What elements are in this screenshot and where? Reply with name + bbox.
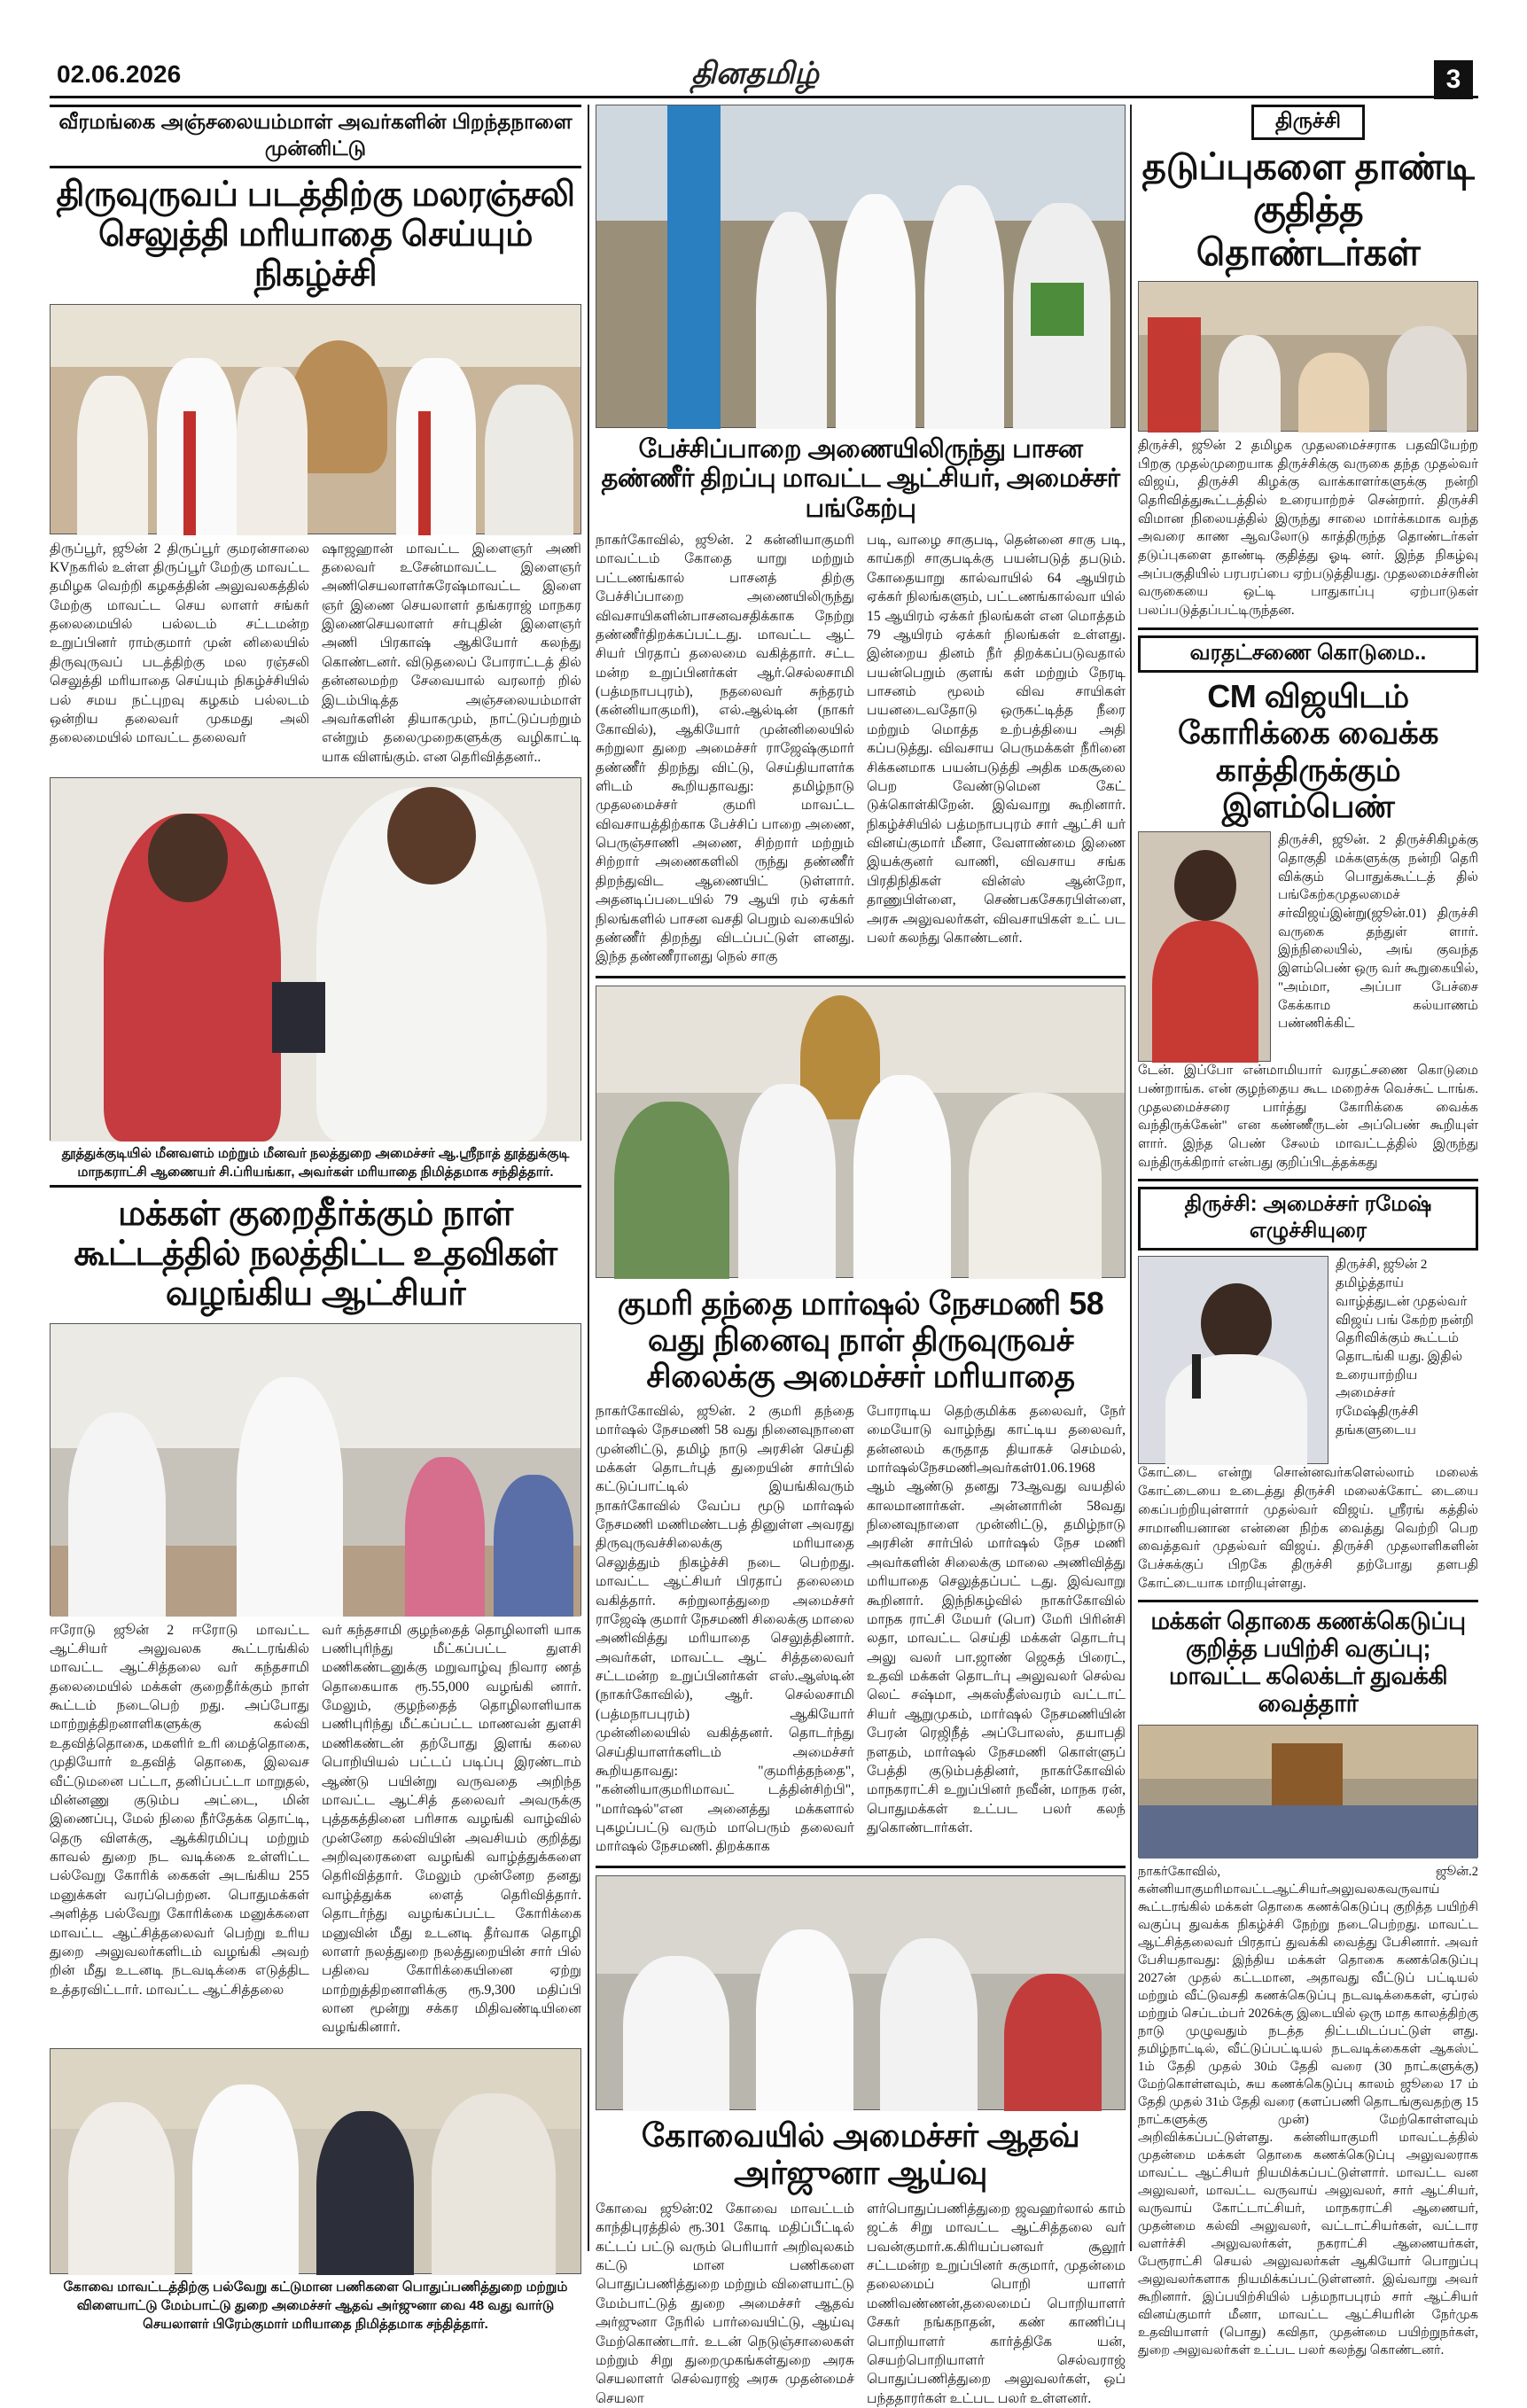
article-photo: [1138, 1256, 1328, 1464]
column-middle: [596, 105, 1126, 2406]
article-body: திருப்பூர், ஜூன் 2 திருப்பூர் குமரன்சாலை KVநகரில் உள்ள திருப்பூர் மேற்கு மாவட்ட தமிழக வெற்றி கழகத்தின் அலுவலகத்தில் மேற்கு மாவட்ட செய லாளர் சங்கர் தலைமையில் பல்லடம் சட்டமன்ற உறுப்பினர் ராம்குமார் முன் னிலையில் திருவுருவப் படத்திற்கு மல ரஞ்சலி செலுத்தி மரியாதை செய்யும் நிகழ்ச்சியில் பல் சமய நட்புறவு கழகம் பல்லடம் ஒன்றிய தலைவர் முகமது அலி தலைமையில் மாவட்ட தலைவர்: [50, 541, 309, 746]
article-body: திருச்சி, ஜூன் 2 தமிழக முதலமைச்சராக பதவியேற்ற பிறகு முதல்முறையாக திருச்சிக்கு வருகை தந்த முதல்வர் விஜய், திருச்சி கிழக்கு வாக்காளர்களுக்கு நன்றி தெரிவித்துகூட்டத்தில் உரையாற்றச் சென்றார். திருச்சி விமான நிலையத்தில் இருந்து சாலை மார்க்கமாக வந்த அவரை காண ஆவலோடு காத்திருந்த தொண்டர்கள் தடுப்புகளை தாண்டி குதித்து ஓடி னர். இந்த நிகழ்வு அப்பகுதியில் பரபரப்பை ஏற்படுத்தியது. முதலமைச்சரின் வருகையை ஒட்டி பாதுகாப்பு ஏற்பாடுகள் பலப்படுத்தப்பட்டிருந்தன.: [1138, 438, 1478, 619]
article-photo: [596, 1875, 1126, 2110]
article-headline: குமரி தந்தை மார்ஷல் நேசமணி 58 வது நினைவு நாள் திருவுருவச் சிலைக்கு அமைச்சர் மரியாதை: [617, 1284, 1104, 1395]
article-kicker: திருச்சி: [1251, 105, 1365, 140]
article-pechiparai-dam: [596, 105, 1126, 967]
article-photo: [596, 986, 1126, 1278]
article-photo: [1138, 281, 1478, 432]
article-body: திருச்சி, ஜூன். 2 திருச்சிகிழக்கு தொகுதி மக்களுக்கு நன்றி தெரி விக்கும் பொதுக்கூட்டத் தில் பங்கேற்கமுதலமைச் சர்விஜய்இன்று(ஜூன்.01) திருச்சி வருகை தந்துள் ளார். இந்நிலையில், அங் குவந்த இளம்பெண் ஒரு வர் கூறுகையில், "அம்மா, அப்பா பேச்சை கேக்காம கல்யாணம் பண்ணிக்கிட்: [1278, 833, 1478, 1032]
article-photo: [50, 1323, 581, 1616]
masthead: [0, 0, 1527, 97]
article-body: கோட்டை என்று சொன்னவர்களெல்லாம் மலைக் கோட்டையை உடைத்து திருச்சி மலைக்கோட் டையை கைப்பற்றியுள்ளார் முதல்வர் விஜய். ஸ்ரீரங் கத்தில் சாமானியனான என்னை நிற்க வைத்து வெற்றி பெற வைத்தவர் முதல்வர் விஜய். திருச்சி முதலாளிகளின் பேச்சுக்குப் பிறகே திருச்சி தற்போது தளபதி கோட்டையாக மாறியுள்ளது.: [1138, 1466, 1478, 1591]
article-photo: [1138, 1725, 1478, 1858]
photo-caption: கோவை மாவட்டத்திற்கு பல்வேறு கட்டுமான பணிகளை பொதுப்பணித்துறை மற்றும் விளையாட்டு மேம்பாட்டு துறை அமைச்சர் ஆதவ் அர்ஜுனா வை 48 வது வார்டு செயலாளர் பிரேம்குமார் மரியாதை நிமித்தமாக சந்தித்தார்.: [63, 2279, 568, 2332]
article-body: கோவை ஜூன்:02 கோவை மாவட்டம் காந்திபுரத்தில் ரூ.301 கோடி மதிப்பீட்டில் கட்டப் பட்டு வரும் பெரியார் அறிவுலகம் கட்டு மான பணிகளை பொதுப்பணித்துறை மற்றும் விளையாட்டு மேம்பாட்டுத் துறை அமைச்சர் ஆதவ் அர்ஜுனா நேரில் பார்வையிட்டு, ஆய்வு மேற்கொண்டார். உடன் நெடுஞ்சாலைகள் மற்றும் சிறு துறைமுகங்கள்துறை அரசு செயலாளர் செல்வராஜ் அரசு முதன்மைச் செயலா: [596, 2201, 854, 2406]
column-right: [1138, 105, 1478, 2358]
article-photo: [1138, 831, 1271, 1062]
article-body: வர் கந்தசாமி குழந்தைத் தொழிலாளி யாக பணிபுரிந்து மீட்கப்பட்ட துளசி மணிகண்டனுக்கு மறுவாழ்வு நிவார ணத் தொகையாக ரூ.55,000 வழங்கி னார். மேலும், குழந்தைத் தொழிலாளியாக பணிபுரிந்து மீட்கப்பட்ட மாணவன் துளசி மணிகண்டன் தற்போது இளங் கலை பொறியியல் பட்டப் படிப்பு இரண்டாம் ஆண்டு பயின்று வருவதை அறிந்த மாவட்ட ஆட்சித் தலைவர் அவருக்கு புத்தகத்தினை பரிசாக வழங்கி வாழ்வில் முன்னேற கல்வியின் அவசியம் குறித்து அறிவுரைகளை வழங்கி வாழ்த்துக்களை தெரிவித்தார். மேலும் முன்னேற தனது வாழ்த்துக்க ளைத் தெரிவித்தார். தொடர்ந்து வழங்கப்பட்ட கோரிக்கை மனுவின் மீது உடனடி தீர்வாக தொழி லாளர் நலத்துறை நலத்துறையின் சார் பில் பதிவை கோரிக்கையினை ஏற்று மாற்றுத்திறனாளிக்கு ரூ.9,300 மதிப்பி லான மூன்று சக்கர மிதிவண்டியினை வழங்கினார்.: [322, 1622, 581, 2036]
article-census-training: [1138, 1608, 1478, 2359]
article-body: நாகர்கோவில், ஜூன்.2 கன்னியாகுமரிமாவட்டஆட்சியர்அலுவலகவருவாய் கூட்டரங்கில் மக்கள் தொகை கணக்கெடுப்பு குறித்த பயிற்சி வகுப்பு துவக்க நிகழ்ச்சி நேற்று நடைபெற்றது. மாவட்ட ஆட்சித்தலைவர் பிரதாப் துவக்கி வைத்து பேசினார். அவர் பேசியதாவது: இந்திய மக்கள் தொகை கணக்கெடுப்பு 2027ன் முதல் கட்டமான, அதாவது வீட்டுப் பட்டியல் மற்றும் வீட்டுவசதி கணக்கெடுப்பு நடவடிக்கைகள், ஏப்ரல் மற்றும் செப்டம்பர் 2026க்கு இடையில் ஒரு மாத காலத்திற்கு நாடு முழுவதும் நடத்த திட்டமிடப்பட்டுள் ளது. தமிழ்நாட்டில், வீட்டுப்பட்டியல் நடவடிக்கைகள் ஆகஸ்ட் 1ம் தேதி முதல் 30ம் தேதி வரை (30 நாட்களுக்கு) மேற்கொள்ளவும், சுய கணக்கெடுப்பு காலம் ஜூலை 17 ம் தேதி முதல் 31ம் தேதி வரை (களப்பணி தொடங்குவதற்கு 15 நாட்களுக்கு முன்) மேற்கொள்ளவும் அறிவிக்கப்பட்டுள்ளது. கன்னியாகுமரி மாவட்டத்தில் முதன்மை மக்கள் தொகை கணக்கெடுப்பு அலுவலராக மாவட்ட ஆட்சியர் நியமிக்கப்பட்டுள்ளார். மாவட்ட வன அலுவலர், மாவட்ட வருவாய் அலுவலர், சார் ஆட்சியர், வருவாய் கோட்டாட்சியர், மாநகராட்சி ஆணையர், முதன்மை கல்வி அலுவலர், வட்டாட்சியர்கள், வட்டார வளர்ச்சி அலுவலர்கள், நகராட்சி ஆணையர்கள், பேரூராட்சி செயல் அலுவலர்கள் ஆகியோர் பொறுப்பு அலுவலர்களாக நியமிக்கப்பட்டுள்ளனர். இவ்வாறு அவர் கூறினார். இப்பயிற்சியில் பத்மநாபபுரம் சார் ஆட்சியர் வினய்குமார் மீனா, மாவட்ட ஆட்சியரின் நேர்முக உதவியாளர் (பொது) கவிதா, முதன்மை பயிற்றுநர்கள், துறை அலுவலர்கள் உட்பட பலர் கலந்து கொண்டனர்.: [1138, 1865, 1478, 2358]
newspaper-logo: தினதமிழ்: [691, 57, 819, 90]
article-headline: பேச்சிப்பாறை அணையிலிருந்து பாசன தண்ணீர் திறப்பு மாவட்ட ஆட்சியர், அமைச்சர் பங்கேற்பு: [601, 435, 1120, 523]
coimbatore-meeting-photo: [50, 2048, 581, 2274]
article-headline: மக்கள் குறைதீர்க்கும் நாள் கூட்டத்தில் நலத்திட்ட உதவிகள் வழங்கிய ஆட்சியர்: [74, 1195, 557, 1313]
article-body: திருச்சி, ஜூன் 2 தமிழ்த்தாய் வாழ்த்துடன் முதல்வர் விஜய் பங் கேற்ற நன்றி தெரிவிக்கும் கூட்டம் தொடங்கி யது. இதில் உரையாற்றிய அமைச்சர் ரமேஷ்திருச்சி தங்களுடைய: [1336, 1258, 1474, 1438]
article-nesamani-memorial: [596, 986, 1126, 1857]
article-headline: திருவுருவப் படத்திற்கு மலரஞ்சலி செலுத்தி மரியாதை செய்யும் நிகழ்ச்சி: [56, 175, 575, 293]
article-body: நாகர்கோவில், ஜூன். 2 கன்னியாகுமரி மாவட்டம் கோதை யாறு மற்றும் பட்டணங்கால் பாசனத் திற்கு பேச்சிப்பாறை அணையிலிருந்து விவசாயிகளின்பாசனவசதிக்காக நேற்று தண்ணீர்திறக்கப்பட்டது. மாவட்ட ஆட் சியர் பிரதாப் தலைமை வகித்தார். சட்ட மன்ற உறுப்பினர்கள் ஆர்.செல்லசாமி (பத்மநாபபுரம்), நதலைவர் சுந்தரம் (கன்னியாகுமரி), எல்.ஆல்டின் (நாகர் கோவில்), ஆகியோர் முன்னிலையில் சுற்றுலா துறை அமைச்சர் ராஜேஷ்குமார் தண்ணீர் திறந்து விட்டு, செய்தியாளர்க ளிடம் கூறியதாவது: தமிழ்நாடு முதலமைச்சர் குமரி மாவட்ட விவசாயத்திற்காக பேச்சிப் பாறை அணை, பெருஞ்சாணி அணை, சிற்றார் மற்றும் சிற்றார் அணைகளிலி ருந்து தண்ணீர் திறந்துவிட ஆணையிட் டுள்ளார். அதனடிப்படையில் 79 ஆயி ரம் ஏக்கர் நிலங்களில் பாசன வசதி பெறும் வகையில் தண்ணீர் திறந்து விடப்பட்டுள் ளனது. இந்த தண்ணீரானது நெல் சாகு: [596, 533, 854, 965]
article-body: படி, வாழை சாகுபடி, தென்னை சாகு படி, காய்கறி சாகுபடிக்கு பயன்படுத் தபடும். கோதையாறு கால்வாயில் 64 ஆயிரம் ஏக்கர் நிலங்களும், பட்டணங்கால்வா யில் 15 ஆயிரம் ஏக்கர் நிலங்கள் என மொத்தம் 79 ஆயிரம் ஏக்கர் நிலங்கள் உள்ளது. இன்றைய தினம் நீர் திறக்கப்படுவதால் பயன்பெறும் குளங் கள் மற்றும் நேரடி பாசனம் மூலம் விவ சாயிகள் பயனடைவதோடு ஒருகட்டித்த நீரை மற்றும் மொத்த உற்பத்தியை அதி கப்படுத்து. விவசாய பெருமக்கள் நீரினை சிக்கனமாக பயன்படுத்தி அதிக மகசூலை பெற வேண்டுமென கேட் டுக்கொள்கிறேன். இவ்வாறு கூறினார். நிகழ்ச்சியில் பத்மநாபபுரம் சார் ஆட்சி யர் வினய்குமார் மீனா, வேளாண்மை இணை இயக்குனர் வாணி, விவசாய சங்க பிரதிநிதிகள் வின்ஸ் ஆன்றோ, தாணுபிள்ளை, செண்பகசேகரபிள்ளை, அரசு அலுவலர்கள், விவசாயிகள் உட் பட பலர் கலந்து கொண்டனர்.: [867, 533, 1126, 946]
article-body: டேன். இப்போ என்மாமியார் வரதட்சணை கொடுமை பண்றாங்க. என் குழந்தைய கூட மறைச்சு வெச்சுட் டாங்க. முதலமைச்சரை பார்த்து கோரிக்கை வைக்க வந்திருக்கேன்" என கண்ணீருடன் அப்பெண் கூறியுள் ளார். இந்த பெண் சேலம் மாவட்டத்தில் இருந்து வந்திருக்கிறார் என்பது குறிப்பிடத்தக்கது: [1138, 1064, 1478, 1170]
masthead-rule: [50, 96, 1478, 98]
article-headline: கோவையில் அமைச்சர் ஆதவ் அர்ஜுனா ஆய்வு: [641, 2116, 1080, 2192]
article-body: ஷாஜஹான் மாவட்ட இளைஞர் அணி தலைவர் உசேன்மாவட்ட இளைஞர் அணிசெயலாளர்சுரேஷ்மாவட்ட இளை ஞர் இணை செயலாளர் தங்கராஜ் மாநகர இணைசெயலாளர் சர்புதின் இளைஞர் அணி பிரகாஷ் ஆகியோர் கலந்து கொண்டனர். விடுதலைப் போராட்டத் தில் தன்னலமற்ற சேவையால் வரலாற் றில் இடம்பிடித்த அஞ்சலையம்மாள் அவர்களின் தியாகமும், நாட்டுப்பற்றும் என்றும் தலைமுறைகளுக்கு வழிகாட்டி யாக விளங்கும். என தெரிவித்தனர்..: [322, 541, 581, 765]
column-divider: [588, 105, 589, 2251]
article-body: ளர்பொதுப்பணித்துறை ஜவஹர்லால் காம் ஜட்க் சிறு மாவட்ட ஆட்சித்தலை வர் பவன்குமார்.க.கிரியப்பனவர் சூலூர் சட்டமன்ற உறுப்பினர் சுகுமார், முதன்மை தலைமைப் பொறி யாளர் மணிவண்ணன்,தலைமைப் பொறியாளர் சேகர் நங்கநாதன், கண் காணிப்பு பொறியாளர் கார்த்திகே யன், செயற்பொறியாளர் செல்வராஜ் பொதுப்பணித்துறை அலுவலர்கள், ஒப் பந்ததாரர்கள் உட்பட பலர் உள்ளனர்.: [867, 2201, 1126, 2406]
page-number: 3: [1434, 60, 1473, 99]
article-photo: [596, 105, 1126, 428]
article-dowry-woman: [1138, 635, 1478, 1173]
article-grievance-day: [50, 1195, 581, 2038]
article-headline: தடுப்புகளை தாண்டி குதித்த தொண்டர்கள்: [1141, 145, 1475, 273]
article-body: போராடிய தெற்குமிக்க தலைவர், நேர் மையோடு வாழ்ந்து காட்டிய தலைவர், தன்னலம் கருதாத தியாகச் செம்மல், மார்ஷல்நேசமணிஅவர்கள்01.06.1968 ஆம் ஆண்டு தனது 73ஆவது வயதில் காலமானார்கள். அன்னாரின் 58வது நினைவுநாளை முன்னிட்டு, தமிழ்நாடு அரசின் சார்பில் மார்ஷல் நேச மணி அவர்களின் சிலைக்கு மாலை அணிவித்து மரியாதை செலுத்தப்பட் டது. இவ்வாறு கூறினார். இந்நிகழ்வில் நாகர்கோவில் மாநக ராட்சி மேயர் (பொ) மேரி பிரின்சி லதா, மாவட்ட செய்தி மக்கள் தொடர்பு அலு வலர் பா.ஜாண் ஜெகத் பிரைட், உதவி மக்கள் தொடர்பு அலுவலர் செல்வ லெட் சஷ்மா, அகஸ்தீஸ்வரம் வட்டாட் சியர் ஆறுமுகம், மார்ஷல் நேசமணியின் பேரன் ரெஜிநீத் அப்போலஸ், தயாபதி நளதம், மார்ஷல் நேசமணி கொள்ளுப் பேத்தி குடும்பத்தினர், நாகர்கோவில் மாநகராட்சி உறுப்பினர் நவீன், மாநக ரன், பொதுமக்கள் உட்பட பலர் கலந் துகொண்டார்கள்.: [867, 1403, 1126, 1836]
issue-date: 02.06.2026: [57, 60, 182, 88]
article-photo: [50, 304, 581, 534]
article-body: ஈரோடு ஜூன் 2 ஈரோடு மாவட்ட ஆட்சியர் அலுவலக கூட்டரங்கில் மாவட்ட ஆட்சித்தலை வர் கந்தசாமி தலைமையில் மக்கள் குறைதீர்க்கும் நாள் கூட்டம் நடைபெற் றது. அப்போது மாற்றுத்திறனாளிகளுக்கு கல்வி உதவித்தொகை, மகளிர் உரி மைத்தொகை, முதியோர் உதவித் தொகை, இலவச வீட்டுமனை பட்டா, தனிப்பட்டா மாறுதல், மின்னணு குடும்ப அட்டை, மின் இணைப்பு, மேல் நிலை நீர்தேக்க தொட்டி, தெரு விளக்கு, ஆக்கிரமிப்பு மற்றும் காவல் துறை நட வடிக்கை உள்ளிட்ட பல்வேறு கோரிக் கைகள் அடங்கிய 255 மனுக்கள் வரப்பெற்றன. பொதுமக்கள் அளித்த பல்வேறு கோரிக்கை மனுக்களை மாவட்ட ஆட்சித்தலைவர் பெற்று உரிய துறை அலுவலர்களிடம் வழங்கி அவற் றின் மீது உடனடி நடவடிக்கை எடுத்திட உத்தரவிட்டார். மாவட்ட ஆட்சித்தலை: [50, 1622, 309, 1998]
article-coimbatore-inspection: [596, 1875, 1126, 2408]
article-headline: மக்கள் தொகை கணக்கெடுப்பு குறித்த பயிற்சி வகுப்பு; மாவட்ட கலெக்டர் துவக்கி வைத்தார்: [1150, 1608, 1466, 1718]
article-kicker: வரதட்சணை கொடுமை..: [1138, 635, 1478, 673]
column-left: [50, 105, 581, 2332]
article-minister-ramesh: [1138, 1187, 1478, 1593]
article-kicker: திருச்சி: அமைச்சர் ரமேஷ் எழுச்சியுரை: [1138, 1187, 1478, 1251]
photo-caption: தூத்துக்குடியில் மீனவளம் மற்றும் மீனவர் நலத்துறை அமைச்சர் ஆ.ஸ்ரீநாத் தூத்துக்குடி மாநகராட்சி ஆணையர் சி.ப்ரியங்கா, அவர்கள் மரியாதை நிமித்தமாக சந்தித்தார்.: [50, 1141, 581, 1188]
article-anjalaiammal: [50, 105, 581, 767]
minister-commissioner-photo: [50, 777, 581, 1141]
column-divider: [1130, 105, 1132, 2251]
article-trichy-barricade: [1138, 105, 1478, 620]
article-headline: CM விஜயிடம் கோரிக்கை வைக்க காத்திருக்கும் இளம்பெண்: [1177, 677, 1438, 824]
article-kicker: வீரமங்கை அஞ்சலையம்மாள் அவர்களின் பிறந்தநாளை முன்னிட்டு: [50, 105, 581, 168]
article-body: நாகர்கோவில், ஜூன். 2 குமரி தந்தை மார்ஷல் நேசமணி 58 வது நினைவுநாளை முன்னிட்டு, தமிழ் நாடு அரசின் செய்தி மக்கள் தொடர்புத் துறையின் சார்பில் கட்டுப்பாட்டில் இயங்கிவரும் நாகர்கோவில் வேப்ப மூடு மார்ஷல் நேசமணி மணிமண்டபத் தினுள்ள அவரது திருவுருவச்சிலைக்கு மரியாதை செலுத்தும் நிகழ்ச்சி நடை பெற்றது. மாவட்ட ஆட்சியர் பிரதாப் தலைமை வகித்தார். சுற்றுலாத்துறை அமைச்சர் ராஜேஷ் குமார் நேசமணி சிலைக்கு மாலை அணிவித்து மரியாதை செலுத்தினார். அவர்கள், மாவட்ட ஆட் சித்தலைவர் சட்டமன்ற உறுப்பினர்கள் எஸ்.ஆஸ்டின் (நாகர்கோவில்), ஆர். செல்லசாமி (பத்மநாபபுரம்) ஆகியோர் முன்னிலையில் வகித்தனர். தொடர்ந்து செய்தியாளர்களிடம் அமைச்சர் கூறியதாவது: "குமரித்தந்தை", "கன்னியாகுமரிமாவட் டத்தின்சிற்பி", "மார்ஷல்"என அனைத்து மக்களால் புகழப்பட்டு வரும் மாபெரும் தலைவர் மார்ஷல் நேசமணி. திறக்காக: [596, 1403, 854, 1855]
